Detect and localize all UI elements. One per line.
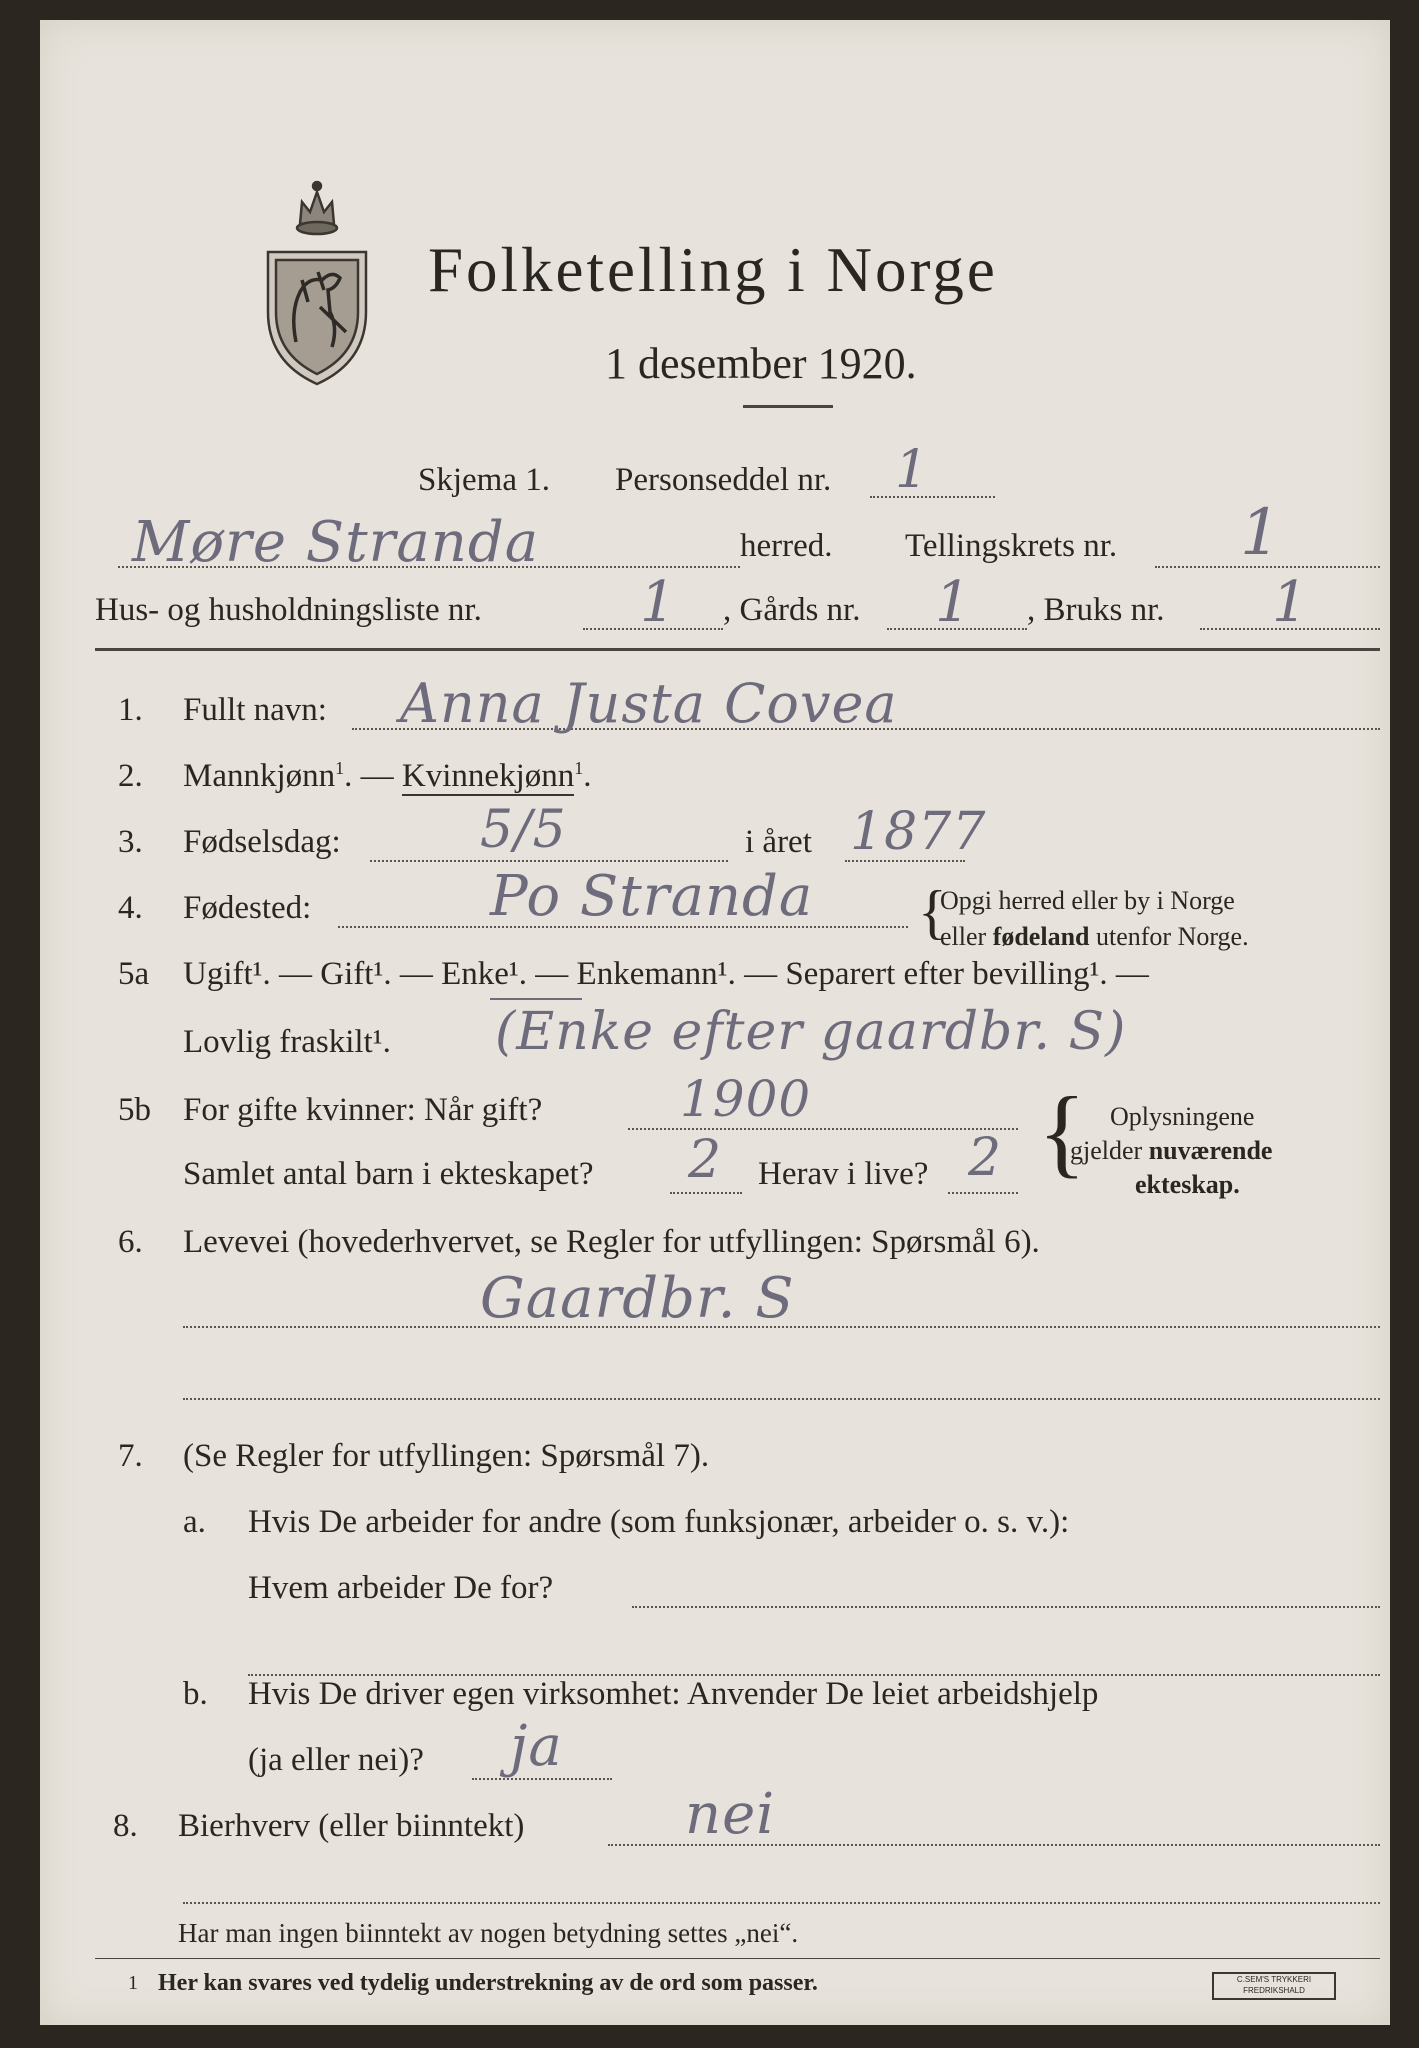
title-rule bbox=[743, 405, 833, 408]
female-option-selected[interactable]: Kvinnekjønn bbox=[401, 758, 575, 794]
occupation-value: Gaardbr. S bbox=[480, 1266, 795, 1331]
male-footnote-marker: 1 bbox=[335, 758, 345, 778]
full-name-value: Anna Justa Covea bbox=[400, 672, 898, 735]
enke-underline bbox=[490, 998, 582, 1000]
bruks-value: 1 bbox=[1272, 570, 1309, 635]
footer-note: Har man ingen biinntekt av nogen betydning settes „nei“. bbox=[178, 1918, 799, 1948]
married-when-value: 1900 bbox=[680, 1070, 812, 1128]
herred-label: herred. bbox=[740, 528, 833, 564]
q6-label: Levevei (hovederhvervet, se Regler for utfyllingen: Spørsmål 6). bbox=[183, 1224, 1040, 1260]
personseddel-field[interactable] bbox=[870, 496, 995, 498]
side-income-field-2[interactable] bbox=[183, 1902, 1380, 1904]
tellingskrets-value: 1 bbox=[1240, 496, 1282, 570]
married-when-field[interactable] bbox=[628, 1128, 1018, 1130]
household-list-value: 1 bbox=[640, 570, 677, 635]
q7a-label: Hvis De arbeider for andre (som funksjonær, arbeider o. s. v.): bbox=[248, 1504, 1070, 1540]
children-total-label: Samlet antal barn i ekteskapet? bbox=[183, 1156, 594, 1192]
household-list-label: Hus- og husholdningsliste nr. bbox=[95, 592, 482, 628]
children-total-value: 2 bbox=[688, 1130, 723, 1190]
tellingskrets-label: Tellingskrets nr. bbox=[905, 528, 1118, 564]
q5b-note-line3: ekteskap. bbox=[1135, 1170, 1240, 1199]
q2-sex-options bbox=[183, 758, 592, 795]
occupation-field-2[interactable] bbox=[183, 1398, 1380, 1400]
q5b-number: 5b bbox=[118, 1092, 151, 1128]
form-title: Folketelling i Norge bbox=[428, 235, 998, 305]
q7b-label: Hvis De driver egen virksomhet: Anvender De leiet arbeidshjelp bbox=[248, 1676, 1099, 1712]
employer-field[interactable] bbox=[632, 1606, 1380, 1608]
q7a-sub-label: Hvem arbeider De for? bbox=[248, 1570, 554, 1606]
q8-label: Bierhverv (eller biinntekt) bbox=[178, 1808, 525, 1844]
hired-help-value: ja bbox=[510, 1714, 563, 1779]
q1-label: Fullt navn: bbox=[183, 692, 327, 728]
q1-number: 1. bbox=[118, 692, 143, 728]
census-date: 1 desember 1920. bbox=[605, 339, 917, 388]
q4-brace: { bbox=[918, 879, 947, 945]
footnote-text: Her kan svares ved tydelig understrekning av de ord som passer. bbox=[158, 1970, 818, 1996]
birth-year-value: 1877 bbox=[850, 802, 987, 862]
schema-label: Skjema 1. bbox=[418, 462, 550, 498]
census-form bbox=[40, 20, 1390, 2025]
marital-status-divorced[interactable]: Lovlig fraskilt¹. bbox=[183, 1024, 391, 1060]
printer-stamp: C.SEM'S TRYKKERI FREDRIKSHALD bbox=[1212, 1972, 1336, 2000]
bruks-label: , Bruks nr. bbox=[1027, 592, 1165, 628]
q5b-brace: { bbox=[1038, 1076, 1086, 1187]
children-alive-field[interactable] bbox=[948, 1192, 1018, 1194]
year-label: i året bbox=[745, 824, 812, 860]
q7-number: 7. bbox=[118, 1438, 143, 1474]
q5a-number: 5a bbox=[118, 956, 150, 992]
q3-number: 3. bbox=[118, 824, 143, 860]
q5b-note-line1: Oplysningene bbox=[1110, 1102, 1255, 1131]
birthplace-value: Po Stranda bbox=[490, 864, 814, 929]
marital-status-options[interactable]: Ugift¹. — Gift¹. — Enke¹. — Enkemann¹. — Separert efter bevilling¹. — bbox=[183, 956, 1149, 992]
q2-end: . bbox=[583, 758, 592, 794]
birthday-field[interactable] bbox=[370, 860, 728, 862]
q7-label: (Se Regler for utfyllingen: Spørsmål 7). bbox=[183, 1438, 710, 1474]
q4-number: 4. bbox=[118, 890, 143, 926]
q6-number: 6. bbox=[118, 1224, 143, 1260]
birthday-value: 5/5 bbox=[480, 800, 567, 860]
children-total-field[interactable] bbox=[670, 1192, 742, 1194]
header-divider bbox=[95, 648, 1380, 651]
q2-separator: . — bbox=[344, 758, 402, 794]
personseddel-label: Personseddel nr. bbox=[615, 462, 832, 498]
q7a-letter: a. bbox=[183, 1504, 206, 1540]
marital-status-answer: (Enke efter gaardbr. S) bbox=[495, 1002, 1127, 1062]
coat-of-arms-icon bbox=[258, 162, 376, 392]
footnote-rule bbox=[95, 1958, 1380, 1959]
q8-number: 8. bbox=[113, 1808, 138, 1844]
herred-value: Møre Stranda bbox=[132, 510, 540, 575]
gards-label: , Gårds nr. bbox=[723, 592, 861, 628]
q4-note-line1: Opgi herred eller by i Norge bbox=[940, 886, 1235, 915]
q3-label: Fødselsdag: bbox=[183, 824, 341, 860]
children-alive-value: 2 bbox=[968, 1128, 1003, 1188]
q7b-letter: b. bbox=[183, 1676, 208, 1712]
male-option[interactable]: Mannkjønn bbox=[183, 758, 336, 794]
q5b-note-line2: gjelder nuværende bbox=[1070, 1136, 1273, 1165]
gards-value: 1 bbox=[935, 570, 972, 635]
q4-note-line2: eller fødeland utenfor Norge. bbox=[940, 922, 1249, 951]
female-footnote-marker: 1 bbox=[574, 758, 584, 778]
personseddel-value: 1 bbox=[895, 440, 930, 500]
married-when-label: For gifte kvinner: Når gift? bbox=[183, 1092, 543, 1128]
side-income-value: nei bbox=[685, 1782, 776, 1847]
footnote-marker: 1 bbox=[128, 1972, 138, 1994]
q7b-sub-label: (ja eller nei)? bbox=[248, 1742, 424, 1778]
children-alive-label: Herav i live? bbox=[758, 1156, 929, 1192]
q2-number: 2. bbox=[118, 758, 143, 794]
q4-label: Fødested: bbox=[183, 890, 312, 926]
